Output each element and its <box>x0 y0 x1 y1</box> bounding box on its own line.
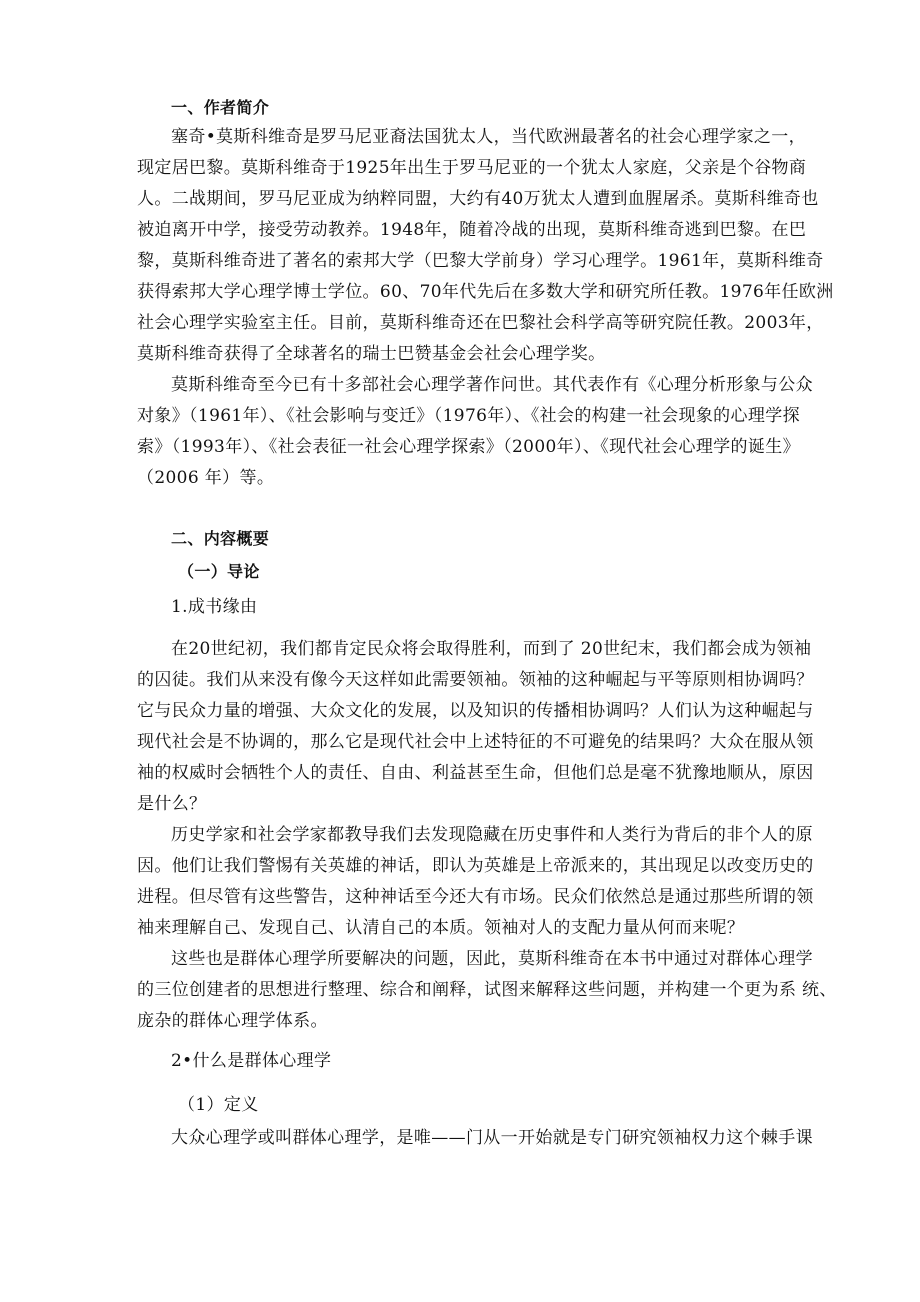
paragraph-line: 索》（1993年）、《社会表征一社会心理学探索》（2000年）、《现代社会心理学的诞生》 <box>137 437 800 457</box>
paragraph-line: 被迫离开中学，接受劳动教养。1948年，随着冷战的出现，莫斯科维奇逃到巴黎。在巴 <box>137 220 807 240</box>
subsection-heading-intro: （一）导论 <box>178 562 260 581</box>
paragraph-line: 进程。但尽管有这些警告，这种神话至今还大有市场。民众们依然总是通过那些所谓的领 <box>137 887 814 907</box>
subsection-heading-origin: 1.成书缘由 <box>171 597 258 617</box>
paragraph-line: 的囚徒。我们从来没有像今天这样如此需要领袖。领袖的这种崛起与平等原则相协调吗？ <box>137 670 814 690</box>
paragraph-line: 莫斯科维奇获得了全球著名的瑞士巴赞基金会社会心理学奖。 <box>137 344 606 364</box>
paragraph-line: 人。二战期间，罗马尼亚成为纳粹同盟，大约有40万犹太人遭到血腥屠杀。莫斯科维奇也 <box>137 189 819 209</box>
paragraph-line: 莫斯科维奇至今已有十多部社会心理学著作问世。其代表作有《心理分析形象与公众 <box>171 375 813 395</box>
section-heading-summary: 二、内容概要 <box>171 529 270 548</box>
paragraph-line: 黎，莫斯科维奇进了著名的索邦大学（巴黎大学前身）学习心理学。1961年，莫斯科维奇 <box>137 251 824 271</box>
paragraph-line: 它与民众力量的增强、大众文化的发展，以及知识的传播相协调吗？人们认为这种崛起与 <box>137 701 814 721</box>
paragraph-line: 在20世纪初，我们都肯定民众将会取得胜利，而到了 20世纪末，我们都会成为领袖 <box>171 639 812 659</box>
paragraph-line: 这些也是群体心理学所要解决的问题，因此，莫斯科维奇在本书中通过对群体心理学 <box>171 949 813 969</box>
paragraph-line: 历史学家和社会学家都教导我们去发现隐藏在历史事件和人类行为背后的非个人的原 <box>171 825 813 845</box>
paragraph-line: 大众心理学或叫群体心理学，是唯——门从一开始就是专门研究领袖权力这个棘手课 <box>171 1128 813 1148</box>
paragraph-line: 塞奇•莫斯科维奇是罗马尼亚裔法国犹太人，当代欧洲最著名的社会心理学家之一， <box>171 127 806 147</box>
paragraph-line: 庞杂的群体心理学体系。 <box>137 1011 328 1031</box>
paragraph-line: 袖的权威时会牺牲个人的责任、自由、利益甚至生命，但他们总是毫不犹豫地顺从，原因 <box>137 763 814 783</box>
paragraph-line: （2006 年）等。 <box>137 468 275 488</box>
paragraph-line: 社会心理学实验室主任。目前，莫斯科维奇还在巴黎社会科学高等研究院任教。2003年， <box>137 313 824 333</box>
paragraph-line: 的三位创建者的思想进行整理、综合和阐释，试图来解释这些问题，并构建一个更为系 统、 <box>137 980 837 1000</box>
subsection-heading-definition: （1）定义 <box>178 1095 259 1115</box>
paragraph-line: 现代社会是不协调的，那么它是现代社会中上述特征的不可避免的结果吗？大众在服从领 <box>137 732 814 752</box>
paragraph-line: 现定居巴黎。莫斯科维奇于1925年出生于罗马尼亚的一个犹太人家庭，父亲是个谷物商 <box>137 158 807 178</box>
section-heading-author: 一、作者简介 <box>171 98 270 117</box>
paragraph-line: 袖来理解自己、发现自己、认清自己的本质。领袖对人的支配力量从何而来呢？ <box>137 918 745 938</box>
paragraph-line: 是什么？ <box>137 794 207 814</box>
paragraph-line: 因。他们让我们警惕有关英雄的神话，即认为英雄是上帝派来的，其出现足以改变历史的 <box>137 856 814 876</box>
paragraph-line: 对象》（1961年）、《社会影响与变迁》（1976年）、《社会的构建一社会现象的心理学探 <box>137 406 800 426</box>
paragraph-line: 获得索邦大学心理学博士学位。60、70年代先后在多数大学和研究所任教。1976年任欧洲 <box>137 282 834 302</box>
subsection-heading-what-is: 2•什么是群体心理学 <box>171 1051 332 1071</box>
